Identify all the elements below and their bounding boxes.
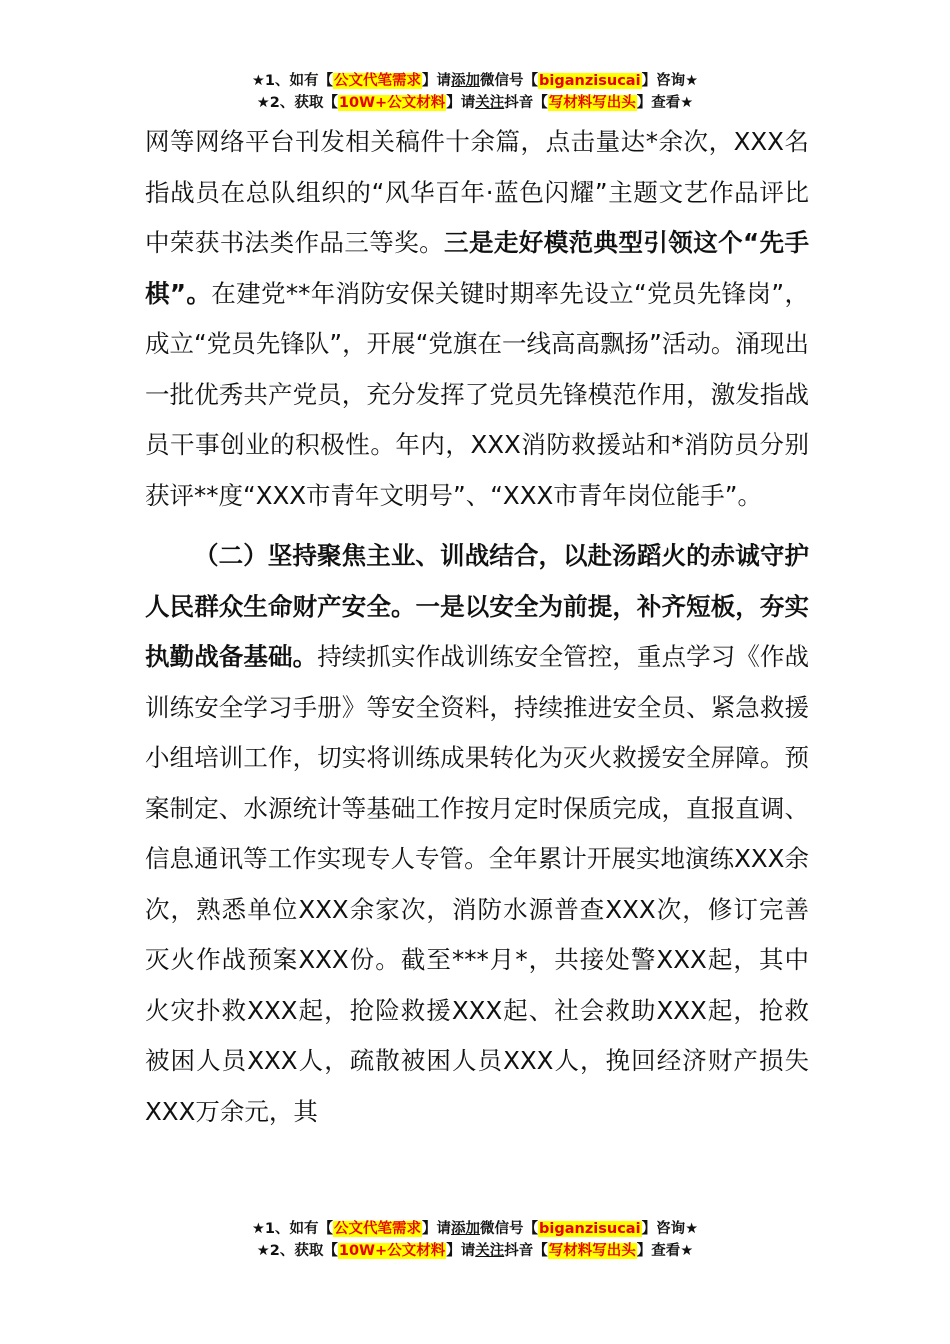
header-line2-text-2: 抖音【 [504, 95, 548, 111]
footer-banner [0, 1218, 950, 1262]
header-line1-underline: 添加 [451, 73, 481, 89]
header-line1-highlight-service: 公文代笔需求 [334, 73, 422, 89]
footer-line2-prefix: ★2、获取【 [256, 1243, 338, 1259]
header-banner [0, 70, 950, 114]
footer-line2-highlight-materials: 10W+公文材料 [338, 1243, 446, 1259]
header-line1-text: 】请 [422, 73, 452, 89]
footer-line2-text-2: 抖音【 [504, 1243, 548, 1259]
footer-line2-suffix: 】查看★ [636, 1243, 694, 1259]
footer-line1-suffix: 】咨询★ [641, 1221, 699, 1237]
header-line-1 [0, 70, 950, 92]
header-line2-highlight-douyin: 写材料写出头 [548, 95, 636, 111]
document-body [145, 117, 809, 1137]
header-line2-prefix: ★2、获取【 [256, 95, 338, 111]
section-heading-2: （二）坚持聚焦主业、训战结合，以赴汤蹈火的赤诚守护人民群众生命财产安全。一是以安全为前提，补齐短板，夯实执勤战备基础。 [145, 541, 809, 671]
footer-line1-highlight-service: 公文代笔需求 [334, 1221, 422, 1237]
footer-line-1 [0, 1218, 950, 1240]
paragraph-1 [145, 117, 809, 521]
paragraph-1-bold-heading: 三是走好模范典型引领这个“先手棋”。 [145, 228, 809, 308]
footer-line2-highlight-douyin: 写材料写出头 [548, 1243, 636, 1259]
footer-line1-text-2: 微信号【 [480, 1221, 539, 1237]
paragraph-2 [145, 531, 809, 1137]
paragraph-1-text: 网等网络平台刊发相关稿件十余篇，点击量达*余次，XXX名指战员在总队组织的“风华百年·蓝色闪耀”主题文艺作品评比中荣获书法类作品三等奖。 [145, 127, 809, 257]
footer-line2-underline: 关注 [475, 1243, 505, 1259]
footer-line1-highlight-wechat: biganzisucai [539, 1221, 641, 1237]
header-line2-text: 】请 [446, 95, 476, 111]
paragraph-2-text: 持续抓实作战训练安全管控，重点学习《作战训练安全学习手册》等安全资料，持续推进安全员、紧急救援小组培训工作，切实将训练成果转化为灭火救援安全屏障。预案制定、水源统计等基础工作按月定时保质完成，直报直调、信息通讯等工作实现专人专管。全年累计开展实地演练XXX余次，熟悉单位XXX余家次，消防水源普查XXX次，修订完善灭火作战预案XXX份。截至***月*，共接处警XXX起，其中火灾扑救XXX起，抢险救援XXX起、社会救助XXX起，抢救被困人员XXX人，疏散被困人员XXX人，挽回经济财产损失XXX万余元，其 [145, 642, 810, 1126]
header-line2-highlight-materials: 10W+公文材料 [338, 95, 446, 111]
footer-line-2 [0, 1240, 950, 1262]
header-line-2 [0, 92, 950, 114]
header-line2-underline: 关注 [475, 95, 505, 111]
footer-line1-prefix: ★1、如有【 [251, 1221, 334, 1237]
header-line1-suffix: 】咨询★ [641, 73, 699, 89]
header-line1-highlight-wechat: biganzisucai [539, 73, 641, 89]
header-line1-prefix: ★1、如有【 [251, 73, 334, 89]
paragraph-1-text-2: 在建党**年消防安保关键时期率先设立“党员先锋岗”，成立“党员先锋队”，开展“党旗在一线高高飘扬”活动。涌现出一批优秀共产党员，充分发挥了党员先锋模范作用，激发指战员干事创业的积极性。年内，XXX消防救援站和*消防员分别获评**度“XXX市青年文明号”、“XXX市青年岗位能手”。 [145, 278, 809, 510]
header-line2-suffix: 】查看★ [636, 95, 694, 111]
paragraph-gap [145, 521, 809, 531]
header-line1-text-2: 微信号【 [480, 73, 539, 89]
footer-line1-text: 】请 [422, 1221, 452, 1237]
footer-line1-underline: 添加 [451, 1221, 481, 1237]
footer-line2-text: 】请 [446, 1243, 476, 1259]
